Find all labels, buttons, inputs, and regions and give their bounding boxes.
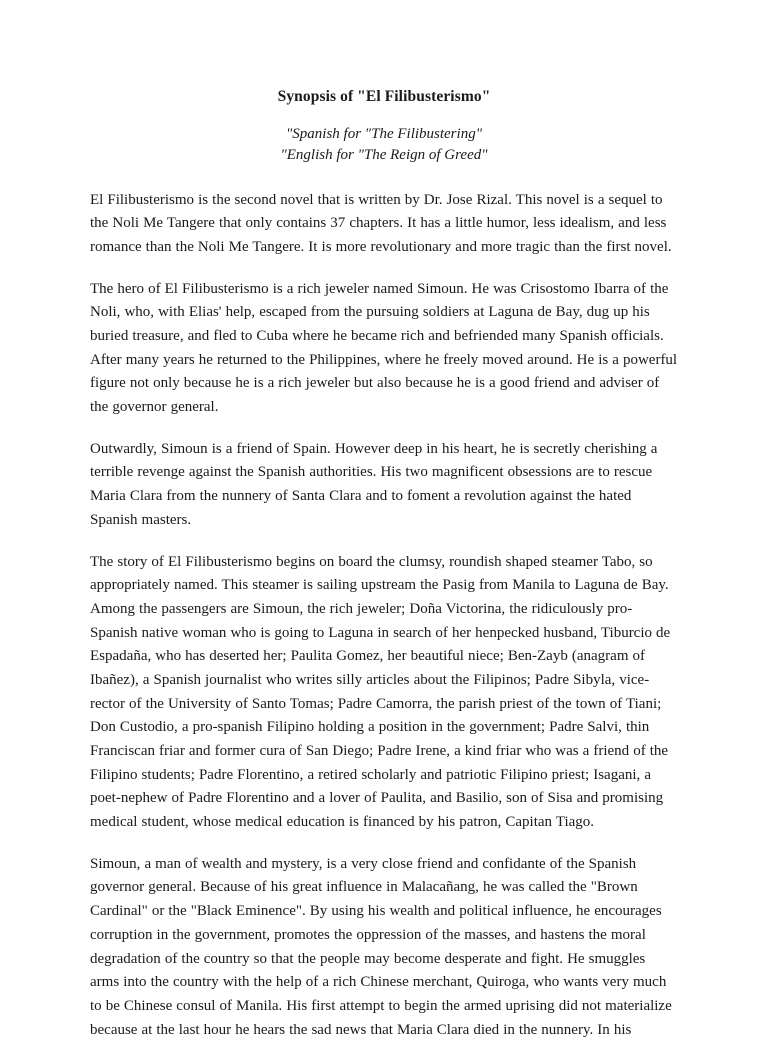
document-subtitle-spanish: "Spanish for "The Filibustering" bbox=[286, 126, 482, 142]
paragraph: Simoun, a man of wealth and mystery, is a very close friend and confidante of the Spanish governor general. Because of his great influence in Malacañang, he was called the "Brown Cardinal" or the "Black Eminence". By using his wealth and political influence, he encourages corruption in the government, promotes the oppression of the masses, and hastens the moral degradation of the country so that the people may become desperate and fight. He smuggles arms into the country with the help of a rich Chinese merchant, Quiroga, who wants very much to be Chinese consul of Manila. His first attempt to begin the armed uprising did not materialize because at the last hour he hears the sad news that Maria Clara died in the nunnery. In his bbox=[90, 855, 672, 1038]
document-subtitle-english: "English for "The Reign of Greed" bbox=[280, 147, 488, 164]
paragraph: El Filibusterismo is the second novel that is written by Dr. Jose Rizal. This novel is a sequel to the Noli Me Tangere that only contains 37 chapters. It has a little humor, less idealism, and less romance than the Noli Me Tangere. It is more revolutionary and more tragic than the first novel. bbox=[90, 191, 672, 255]
page-title: Synopsis of "El Filibusterismo" bbox=[277, 88, 491, 105]
paragraph: The hero of El Filibusterismo is a rich jeweler named Simoun. He was Crisostomo Ibarra of the Noli, who, with Elias' help, escaped from the pursuing soldiers at Laguna de Bay, dug up his buried treasure, and fled to Cuba where he became rich and befriended many Spanish officials. After many years he returned to the Philippines, where he freely moved around. He is a powerful figure not only because he is a rich jeweler but also because he is a good friend and adviser of the governor general. bbox=[90, 280, 678, 416]
paragraph: Outwardly, Simoun is a friend of Spain. However deep in his heart, he is secretly cherishing a terrible revenge against the Spanish authorities. His two magnificent obsessions are to rescue Maria Clara from the nunnery of Santa Clara and to foment a revolution against the hated Spanish masters. bbox=[90, 440, 658, 528]
document-body bbox=[90, 189, 678, 1042]
document-subtitles bbox=[90, 124, 678, 167]
paragraph: The story of El Filibusterismo begins on board the clumsy, roundish shaped steamer Tabo, so appropriately named. This steamer is sailing upstream the Pasig from Manila to Laguna de Bay. Among the passengers are Simoun, the rich jeweler; Doña Victorina, the ridiculously pro-Spanish native woman who is going to Laguna in search of her henpecked husband, Tiburcio de Espadaña, who has deserted her; Paulita Gomez, her beautiful niece; Ben-Zayb (anagram of Ibañez), a Spanish journalist who writes silly articles about the Filipinos; Padre Sibyla, vice-rector of the University of Santo Tomas; Padre Camorra, the parish priest of the town of Tiani; Don Custodio, a pro-spanish Filipino holding a position in the government; Padre Salvi, thin Franciscan friar and former cura of San Diego; Padre Irene, a kind friar who was a friend of the Filipino students; Padre Florentino, a retired scholarly and patriotic Filipino priest; Isagani, a poet-nephew of Padre Florentino and a lover of Paulita, and Basilio, son of Sisa and promising medical student, whose medical education is financed by his patron, Capitan Tiago. bbox=[90, 553, 671, 831]
